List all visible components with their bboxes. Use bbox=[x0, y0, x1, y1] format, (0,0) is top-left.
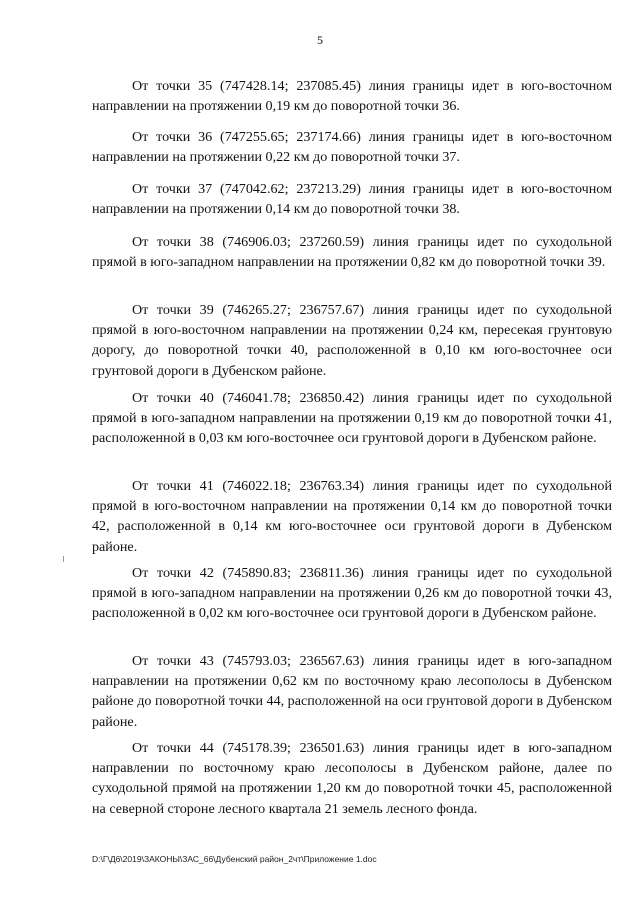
paragraph-point-44: От точки 44 (745178.39; 236501.63) линия границы идет в юго-западном направлении по восточному краю лесополосы в Дубенском районе, далее по суходольной прямой на протяжении 1,20 км до поворотной точки 45, расположенной на северной стороне лесного квартала 21 земель лесного фонда. bbox=[92, 740, 612, 817]
paragraph-point-42: От точки 42 (745890.83; 236811.36) линия границы идет по суходольной прямой в юго-западном направлении на протяжении 0,26 км до поворотной точки 43, расположенной в 0,02 км юго-восточнее оси грунтовой дороги в Дубенском районе. bbox=[92, 565, 612, 622]
paragraph-point-36: От точки 36 (747255.65; 237174.66) линия границы идет в юго-восточном направлении на протяжении 0,22 км до поворотной точки 37. bbox=[92, 129, 612, 166]
paragraph-point-40: От точки 40 (746041.78; 236850.42) линия границы идет по суходольной прямой в юго-западном направлении на протяжении 0,19 км до поворотной точки 41, расположенной в 0,03 км юго-восточнее оси грунтовой дороги в Дубенском районе. bbox=[92, 390, 612, 447]
margin-mark bbox=[63, 556, 64, 562]
paragraph-point-37: От точки 37 (747042.62; 237213.29) линия границы идет в юго-восточном направлении на протяжении 0,14 км до поворотной точки 38. bbox=[92, 181, 612, 218]
footer-file-path: D:\Г\Д6\2019\ЗАКОНЫ\ЗАС_66\Дубенский район_2чт\Приложение 1.doc bbox=[92, 854, 377, 864]
paragraph-point-41: От точки 41 (746022.18; 236763.34) линия границы идет по суходольной прямой в юго-восточном направлении на протяжении 0,14 км до поворотной точки 42, расположенной в 0,14 км юго-восточнее оси грунтовой дороги в Дубенском районе. bbox=[92, 478, 612, 555]
page-number: 5 bbox=[317, 33, 323, 47]
paragraph-point-43: От точки 43 (745793.03; 236567.63) линия границы идет в юго-западном направлении на протяжении 0,62 км по восточному краю лесополосы в Дубенском районе до поворотной точки 44, расположенной на оси грунтовой дороги в Дубенском районе. bbox=[92, 653, 613, 730]
paragraph-point-35: От точки 35 (747428.14; 237085.45) линия границы идет в юго-восточном направлении на протяжении 0,19 км до поворотной точки 36. bbox=[92, 78, 612, 115]
paragraph-point-38: От точки 38 (746906.03; 237260.59) линия границы идет по суходольной прямой в юго-западном направлении на протяжении 0,82 км до поворотной точки 39. bbox=[92, 234, 612, 271]
paragraph-point-39: От точки 39 (746265.27; 236757.67) линия границы идет по суходольной прямой в юго-восточном направлении на протяжении 0,24 км, пересекая грунтовую дорогу, до поворотной точки 40, расположенной в 0,10 км юго-восточнее оси грунтовой дороги в Дубенском районе. bbox=[92, 302, 612, 379]
